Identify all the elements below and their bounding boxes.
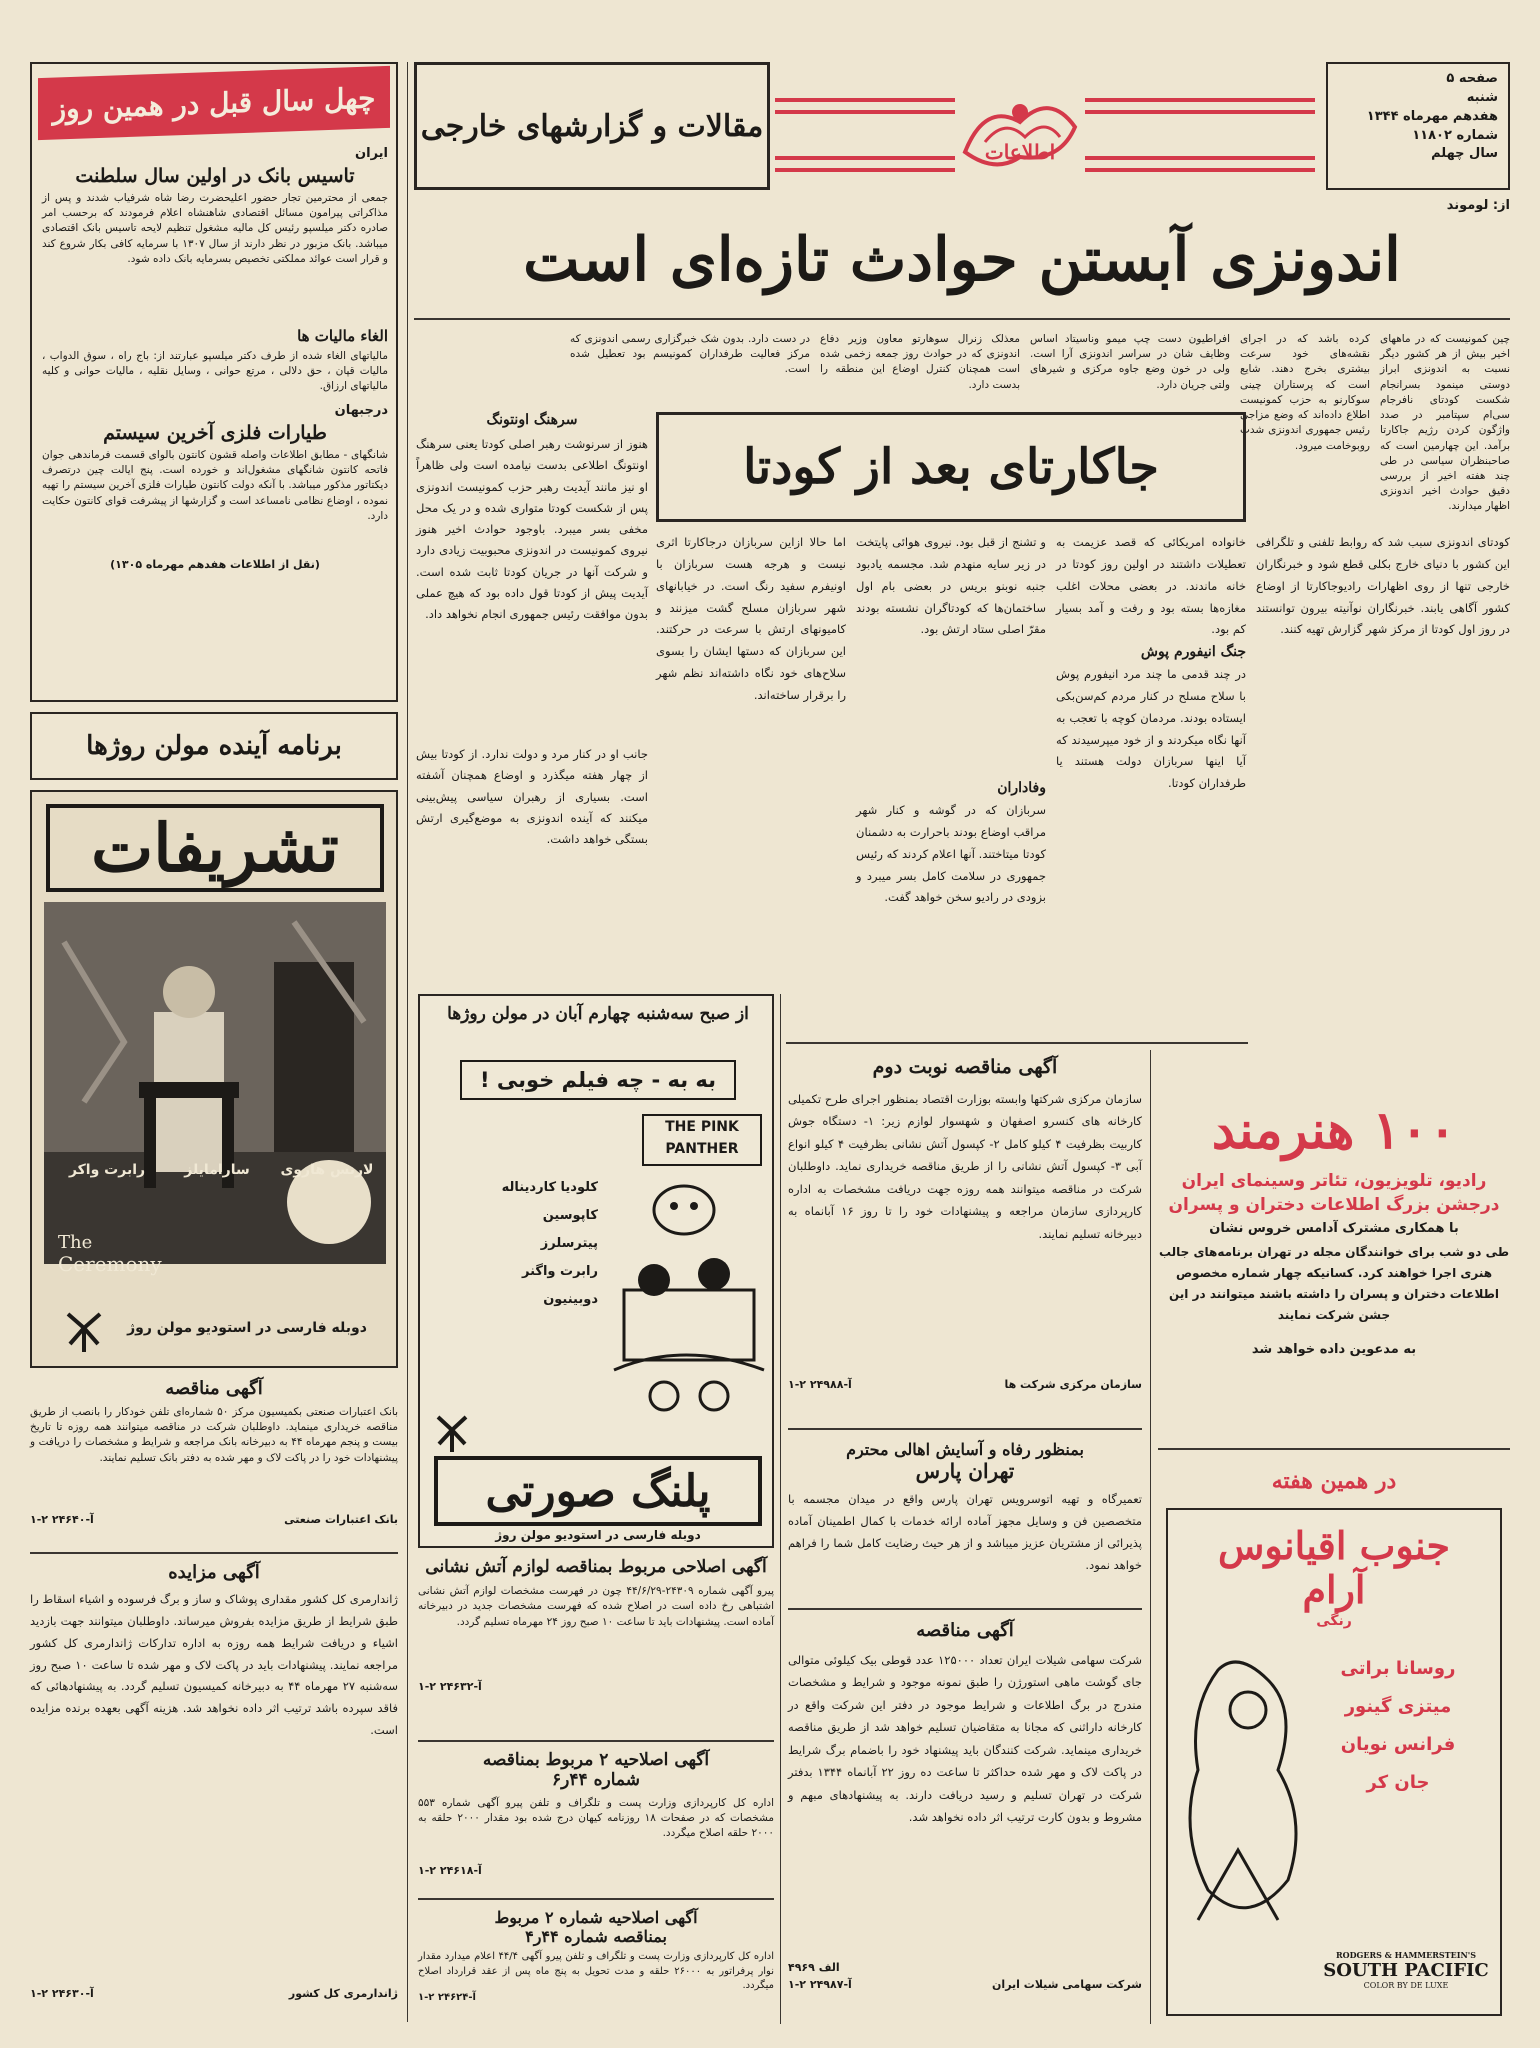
ceremony-cast-3: رابرت واکر — [68, 1162, 146, 1178]
loyal-col — [856, 780, 1046, 1040]
army-col: اما حالا ازاین سربازان درجاکارتا اثری نیست و هرجه هست سربازان با اونیفرم سفید رنگ است. در خیابانهای شهر سربازان مسلح گشت میزنند و کامیونهای ارتش با سرعت در حرکتند. این سربازان که دستها ایشان را بسوی سلاح‌های خود نگاه داشته‌اند نظم شهر را برقرار ساخته‌اند. — [656, 535, 846, 702]
right-col: کودتای اندونزی سبب شد که روابط تلفنی و تلگرافی این کشور با دنیای خارج بکلی قطع شود و خبرنگاران خارجی تنها از روی اظهارات رادیوجاکارتا از اوضاع کشور آگاهی یابند. خبرنگاران نوآنیته بیرون توانستند در روز اول کودتا از مرکز شهر گزارش تهیه کنند. — [1256, 535, 1510, 637]
pink-panther-farsi-frame — [434, 1456, 762, 1526]
corrigendum-1-code: آ-۲۴۶۳۲ ۲-۱ — [418, 1680, 482, 1694]
sp-cast-2: میتزی گینور — [1344, 1696, 1452, 1717]
issue-info-box — [1326, 62, 1510, 190]
main-headline: اندونزی آبستن حوادث تازه‌ای است — [523, 225, 1401, 295]
corrigendum-3-title-2: بمناقصه شماره ۴۴ر۴ — [525, 1927, 667, 1946]
tender-3-case: الف ۴۹۶۹ — [788, 1961, 840, 1974]
south-pacific-english — [1318, 1950, 1494, 1990]
south-pacific-ad — [1158, 1460, 1510, 2024]
logo-text: اطلاعات — [984, 140, 1056, 164]
pink-panther-eng-title-box — [642, 1114, 762, 1166]
ceremony-title: تشریفات — [91, 809, 339, 887]
hq-col: و تشنج از قبل بود. نیروی هوائی پایتخت در زیر سایه منهدم شد. مجسمه یادبود جنبه نوبنو بریس در بعضی بام اول ساختمان‌ها که کودتاگران نشسته بودند مقرّ اصلی ستاد ارتش بود. — [856, 535, 1046, 637]
pink-panther-eng-1: THE PINK — [665, 1119, 739, 1135]
corrigendum-2 — [418, 1750, 774, 1900]
pink-panther-illustration — [604, 1170, 770, 1422]
tender-1-signature: بانک اعتبارات صنعتی — [284, 1513, 398, 1526]
sp-eng-3: COLOR BY DE LUXE — [1363, 1981, 1449, 1990]
pink-panther-slogan: به به - چه فیلم خوبی ! — [479, 1068, 717, 1092]
tender-2-body: سازمان مرکزی شرکتها وابسته بوزارت اقتصاد بمنظور اجرای طرح تکمیلی کارخانه های کنسرو اصفهان و شهسوار لوازم زیر: ۱- دستگاه جوش کاربیت بظرفیت ۴ کیلو کامل ۲- کپسول آتش نشانی بظرفیت ۴ کیلو انواع آبی ۳- کپسول آتش نشانی را از طریق مناقصه خریداری نماید. داوطلبان شرکت در مناقصه میتوانند همه روزه جهت دریافت مشخصات به اداره کارپردازی سازمان مراجعه و پیشنهادات خود را تا روز ۱۶ آبانماه به دبیرخانه تسلیم نمایند. — [788, 1092, 1143, 1241]
artists-100-note: به مدعوین داده خواهد شد — [1251, 1342, 1417, 1357]
windmill-icon — [64, 1308, 104, 1352]
artists-100-line-1: رادیو، تلویزیون، تئاتر وسینمای ایران — [1181, 1171, 1487, 1191]
issue-date: هفدهم مهرماه ۱۳۴۴ — [1366, 108, 1498, 124]
sub-headline-box — [656, 412, 1246, 522]
logo-ornament-icon — [955, 82, 1085, 182]
ceremony-english-2: Ceremony — [58, 1252, 162, 1276]
leftmost-body: جانب او در کنار مرد و دولت ندارد. از کودتا بیش از چهار هفته میگذرد و اوضاع همچنان آشفته است. بسیاری از رهبران سیاسی پیش‌بینی میکنند که آینده اندونزی به موضع‌گیری ارتش بستگی خواهد داشت. — [416, 747, 648, 847]
ceremony-bottom: دوبله فارسی در استودیو مولن روژ — [127, 1320, 367, 1336]
auction-body: ژاندارمری کل کشور مقداری پوشاک و ساز و برگ فرسوده و اشیاء اسقاط را طبق شرایط از طریق مزایده بفروش میرساند. داوطلبان میتوانند جهت بازدید اشیاء و دریافت شرایط همه روزه به اداره تدارکات ژاندارمری کل کشور مراجعه نمایند. پیشنهادات باید در پاکت لاک و مهر شده تا ساعت ۱۰ صبح روز سه‌شنبه ۲۷ مهرماه ۴۴ به دبیرخانه کمیسیون تسلیم گردد. به پیشنهادهائی که فاقد سپرده باشد ترتیب اثر داده نخواهد شد. هزینه آگهی بعهده برنده مزایده است. — [30, 1592, 399, 1738]
tender-1-body: بانک اعتبارات صنعتی بکمیسیون مرکز ۵۰ شماره‌ای تلفن خودکار را بانصب از طریق مناقصه خریداری مینماید. داوطلبان شرکت در مناقصه میتوانند همه روزه تا تاریخ بیست و پنجم مهرماه ۴۴ به دبیرخانه بانک مراجعه و شرایط و مشخصات را دریافت و پیشنهادات خود را در پاکت لاک و مهر شده به دفتر بانک تسلیم نمایند. — [30, 1406, 398, 1464]
tender-2-code: آ-۲۴۹۸۸ ۲-۱ — [788, 1378, 852, 1391]
pp-cast-4: رابرت واگنر — [522, 1264, 598, 1279]
artists-100-title: ۱۰۰ هنرمند — [1211, 1100, 1457, 1161]
ceremony-poster-image — [44, 902, 386, 1264]
south-pacific-top: در همین هفته — [1271, 1468, 1397, 1494]
tender-3 — [788, 1620, 1142, 2024]
corrigendum-1-title: آگهی اصلاحی مربوط بمناقصه لوازم آتش نشانی — [425, 1557, 767, 1577]
ceremony-cast-1: لارنس هاروی — [280, 1162, 374, 1178]
ceremony-english-1: The — [58, 1232, 93, 1253]
forty-source: (نقل از اطلاعات هفدهم مهرماه ۱۳۰۵) — [110, 558, 320, 571]
ceremony-cast-2: سارامایلز — [184, 1162, 250, 1178]
rule — [414, 318, 1510, 320]
artists-100-body: طی دو شب برای خوانندگان مجله در تهران برنامه‌های جالب هنری اجرا خواهند کرد. کسانیکه چهار شماره مخصوص اطلاعات دختران و پسران را داشته باشند میتوانند در این جشن شرکت نمایند — [1158, 1245, 1510, 1322]
corrigendum-2-body: اداره کل کارپردازی وزارت پست و تلگراف و تلفن پیرو آگهی شماره ۵۵۳ مشخصات که در صفحات ۱۸ روزنامه کیهان درج شده بود مقدار ۲۰۰۰ حلقه به ۲۰۰۰ حلقه اصلاح میگردد. — [418, 1797, 774, 1840]
section-title: مقالات و گزارشهای خارجی — [420, 108, 764, 144]
friend-uniform-col — [1056, 532, 1246, 1042]
auction-signature: ژاندارمری کل کشور — [288, 1987, 398, 2000]
artists-100-line-2: درجشن بزرگ اطلاعات دختران و پسران — [1168, 1195, 1500, 1215]
south-pacific-cast — [1308, 1650, 1488, 1802]
issue-page: صفحه ۵ — [1446, 71, 1498, 86]
column-rule — [1150, 1050, 1151, 2024]
corrigendum-3-code: آ-۲۴۶۲۴ ۲-۱ — [418, 1992, 476, 2003]
corrigendum-3 — [418, 1908, 774, 2026]
forty-body-2: مالیاتهای الغاء شده از طرف دکتر میلسپو عبارتند از: باج راه ، سوق الدواب ، مالیات قپان ، حق دلالی ، مرتع حوانی ، وسایل نقلیه ، مالیات حوانی و کلیه مالیاتهای ارزاق. — [42, 350, 388, 393]
forty-headline-2: الغاء مالیات ها — [297, 327, 388, 345]
south-pacific-color: رنگی — [1316, 1613, 1352, 1630]
intro-col-1: چین کمونیست که در ماههای اخیر بیش از هر کشور دیگر نسبت به اندونزی ابراز دوستی مینمود بسرانجام شکست کودتای نافرجام سی‌ام سپتامبر در صدد واژگون کردن رژیم جاکارتا برآمد. این چهارمین است که صاحبنظران سیاسی در طی چند هفته اخیر از بررسی دقیق حوادث اخیر اندونزی اظهار میدارند. — [1380, 333, 1510, 513]
friend-body: خانواده امریکائی که قصد عزیمت به تعطیلات داشتند در اولین روز کودتا در خانه ماندند. در بعضی محلات اغلب مغازه‌ها بسته بود و رفت و آمد بسیار کم بود. — [1056, 535, 1246, 637]
subhead-rebel: سرهنگ اونتونگ — [486, 412, 578, 428]
rebel-col — [416, 412, 648, 972]
corrigendum-2-title-2: شماره ۴۴ر۶ — [552, 1770, 640, 1790]
forty-years-banner-text: چهل سال قبل در همین روز — [52, 80, 376, 126]
auction-title: آگهی مزایده — [168, 1562, 260, 1583]
forty-headline-1: تاسیس بانک در اولین سال سلطنت — [75, 165, 355, 187]
sp-cast-4: جان کر — [1366, 1772, 1430, 1793]
issue-day: شنبه — [1466, 89, 1498, 105]
sub-headline: جاکارتای بعد از کودتا — [743, 439, 1159, 495]
intro-col-4: معذلک زنرال سوهارتو معاون وزیر دفاع اندونزی که در حوادث روز جمعه زخمی شده است همچنان کنترل اوضاع این منطقه را بدست دارد. — [820, 333, 1020, 391]
tehran-pars-notice — [788, 1440, 1142, 1610]
tropical-figure-illustration-icon — [1178, 1650, 1328, 1940]
forty-years-box — [30, 62, 398, 702]
panther-cartoon-icon — [604, 1170, 770, 1422]
pink-panther-cast — [428, 1174, 598, 1314]
rule — [786, 1042, 1248, 1044]
tender-1 — [30, 1378, 398, 1554]
loyal-body: سربازان که در گوشه و کنار شهر مراقب اوضاع بودند باحرارت به دشمنان کودتا میتاختند. آنها اعلام کردند که رئیس جمهوری در سلامت کامل بسر میبرد و بزودی در رادیو سخن خواهد گفت. — [856, 803, 1046, 905]
tender-3-body: شرکت سهامی شیلات ایران تعداد ۱۲۵۰۰۰ عدد قوطی بیک کیلوئی متوالی جای گوشت ماهی استورژن را طبق نمونه موجود و شرایط و مشخصات مندرج در برگ اطلاعات و شرایط موجود در دفتر این شرکت واقع در کارخانه داراثنی که مجانا به متقاضیان تسلیم خواهد شد از طریق مناقصه خریداری مینماید. شرکت کنندگان باید پیشنهاد خود را باضمام برگ شرایط در پاکت لاک و مهر شده حداکثر تا ساعت ده روز ۲۲ آبانماه ۱۳۴۴ بدفتر شرکت در تهران تسلیم و رسید دریافت دارند. به پیشنهادهای مبهم و مشروط و بدون کارت ترتیب اثر داده نخواهد شد. — [788, 1653, 1142, 1824]
corrigendum-2-title: آگهی اصلاحیه ۲ مربوط بمناقصه — [482, 1750, 710, 1770]
pp-cast-1: کلودیا کاردیناله — [501, 1180, 598, 1195]
ceremony-title-frame — [46, 804, 384, 892]
corrigendum-2-code: آ-۲۴۶۱۸ ۲-۱ — [418, 1864, 482, 1877]
tehran-pars-title-2: تهران پارس — [915, 1459, 1015, 1483]
intro-col-3: افراطیون دست چپ میمو وناسیتاد اساس وظایف شان در سراسر اندونزی آرا است. ولی در خون وضع جاوه مرکزی و شیرهای ولتی جریان دارد. — [1030, 333, 1230, 391]
pink-panther-top: از صبح سه‌شنبه چهارم آبان در مولن روژها — [447, 1004, 749, 1024]
forty-body-1: جمعی از محترمین تجار حضور اعلیحضرت رضا شاه شرفیاب شدند و پس از مذاکراتی پیرامون مسائل اقتصادی شاهنشاه اعلام فرمودند که برحسب امر صادره دکتر میلسپو رئیس کل مالیه مشغول تنظیم لایحه تاسیس بانک اقتصادی میباشد. بانک مزبور در نظر دارند از سال ۱۳۰۷ با سرمایه کافی بکار شروع کند و قرار است عوائد مملکتی تخصیص بسرمایه بانک داده شود. — [42, 192, 388, 265]
tender-2-signature: سازمان مرکزی شرکت ها — [1004, 1378, 1142, 1391]
column-rule — [780, 994, 781, 2024]
electric-chair-illustration-icon — [44, 902, 386, 1264]
forty-headline-3: طیارات فلزی آخرین سیستم — [103, 422, 327, 444]
south-pacific-illustration — [1178, 1650, 1328, 1940]
sp-eng-2: SOUTH PACIFIC — [1323, 1960, 1489, 1981]
forty-years-banner — [38, 66, 390, 140]
windmill-icon — [434, 1412, 470, 1452]
city-label: درجبهان — [334, 403, 388, 418]
pp-cast-2: کاپوسین — [542, 1208, 598, 1223]
corrigendum-1 — [418, 1556, 774, 1742]
pink-panther-bottom: دوبله فارسی در استودیو مولن روژ — [495, 1528, 701, 1542]
intro-col-5: در دست دارد. بدون شک خبرگزاری رسمی اندونزی که مرکز فعالیت طرفداران کمونیسم بود تعطیل شده است. — [570, 333, 810, 376]
tender-1-title: آگهی مناقصه — [165, 1378, 263, 1399]
section-title-box — [414, 62, 770, 190]
uniform-body: در چند قدمی ما چند مرد انیفورم پوش با سلاح مسلح در کنار مردم کم‌سن‌بکی ایستاده بودند. مردمان کوچه با تعجب به آنها نگاه میکردند و از خود میپرسیدند که آیا اینها سربازان دولت هستند یا طرفداران کودتا. — [1056, 667, 1246, 791]
tender-1-code: آ-۲۴۶۴۰ ۲-۱ — [30, 1513, 94, 1526]
subhead-loyal: وفاداران — [997, 780, 1046, 796]
sp-cast-1: روسانا براتی — [1340, 1658, 1456, 1679]
pink-panther-slogan-frame — [460, 1060, 736, 1100]
pink-panther-farsi-title: پلنگ صورتی — [485, 1465, 711, 1517]
issue-number: شماره ۱۱۸۰۲ — [1412, 127, 1498, 143]
rebel-body: هنوز از سرنوشت رهبر اصلی کودتا یعنی سرهنگ اونتونگ اطلاعی بدست نیامده است ولی ظاهراً او نیز مانند آیدیت رهبر حزب کمونیست اندونزی پس از شکست کودتا متواری شده و در یک محل مخفی بسر میبرد. باوجود حوادث اخیر هنوز نیروی کمونیست در اندونزی محبوبیت زیادی دارد و شرکت آنها در جریان کودتا ثابت شده است. آیدیت پیش از کودتا قول داده بود که هیچ عملی بدون موافقت رئیس جمهوری انجام نخواهد داد. — [416, 437, 648, 622]
lemonde-source: از: لوموند — [1446, 198, 1510, 213]
mulan-program-title: برنامه آینده مولن روژها — [86, 731, 342, 761]
tehran-pars-title-1: بمنظور رفاه و آسایش اهالی محترم — [846, 1440, 1084, 1459]
tender-2 — [788, 1050, 1142, 1430]
tender-3-title: آگهی مناقصه — [916, 1620, 1014, 1641]
sp-eng-1: RODGERS & HAMMERSTEIN'S — [1335, 1950, 1477, 1960]
forty-body-3: شانگهای - مطابق اطلاعات واصله قشون کانتون بالوای قسمت فرماندهی جوان فاتحه کانتون شانگهای مشغول‌اند و خورده است. پنج ایالت چین درتصرف دیکتاتور مذکور میباشد. با آنکه دولت کانتون طیارات فلزی آخرین سیستم را تهیه نموده ، اوضاع نظامی نامساعد است و گزارشها از پیشرفت قوای کانتون حکایت دارد. — [42, 449, 388, 522]
corrigendum-1-body: پیرو آگهی شماره ۲۴۳۰۹-۴۴/۶/۲۹ چون در فهرست مشخصات لوازم آتش نشانی اشتباهی رخ داده است در اصلاح شده که فهرست مشخصات جدید در دبیرخانه آماده است. پیشنهادات باید تا ساعت ۱۰ صبح روز ۲۴ مهرماه تسلیم گردد. — [418, 1585, 774, 1628]
corrigendum-3-title: آگهی اصلاحیه شماره ۲ مربوط — [494, 1908, 698, 1927]
south-pacific-frame — [1166, 1508, 1502, 2016]
corrigendum-3-body: اداره کل کارپردازی وزارت پست و تلگراف و تلفن پیرو آگهی ۴۴/۴ اعلام میدارد مقدار نوار پرفراتور به ۲۶۰۰۰ حلقه و مدت تحویل به پنج ماه پس از عقد قرارداد اصلاح میگردد. — [418, 1951, 774, 1991]
sp-cast-3: فرانس نویان — [1340, 1734, 1456, 1755]
ceremony-ad — [30, 790, 398, 1368]
pp-cast-3: پیترسلرز — [540, 1236, 598, 1251]
pink-panther-ad — [418, 994, 774, 1548]
subhead-uniform: جنگ انیفورم پوش — [1140, 644, 1246, 660]
country-label: ایران — [355, 146, 388, 161]
artists-100-line-3: با همکاری مشترک آدامس خروس نشان — [1209, 1221, 1459, 1236]
auction-code: آ-۲۴۶۳۰ ۲-۱ — [30, 1987, 94, 2000]
tender-3-signature: شرکت سهامی شیلات ایران — [992, 1978, 1142, 1991]
tender-2-title: آگهی مناقصه نوبت دوم — [872, 1056, 1058, 1078]
pp-cast-5: دوبینیون — [543, 1292, 598, 1307]
ettelaat-logo — [955, 82, 1085, 182]
intro-col-2: کرده باشد که در اجرای نقشه‌های خود سرعت بیشتری بخرج دهند. شایع است که پرستاران چینی سوکارنو به حزب کمونیست اطلاع داده‌اند که وضع مزاجی رئیس جمهوری اندونزی شدت روبوخامت میرود. — [1240, 333, 1370, 452]
issue-year: سال چهلم — [1431, 146, 1498, 162]
artists-100-ad — [1158, 1050, 1510, 1450]
south-pacific-title: جنوب اقیانوس آرام — [1218, 1523, 1450, 1612]
mulan-program-box — [30, 712, 398, 780]
tender-3-code: آ-۲۴۹۸۷ ۲-۱ — [788, 1978, 852, 1991]
column-rule — [407, 62, 408, 2022]
auction-notice — [30, 1562, 398, 2022]
tehran-pars-body: تعمیرگاه و تهیه اتوسرویس تهران پارس واقع در میدان مجسمه با متخصصین فن و وسایل مجهز آماده ارائه خدمات با کمال اطمینان آماده پذیرائی از مشتریان عزیز میباشد و از هر حیث رضایت کامل شما را فراهم خواهد نمود. — [788, 1492, 1142, 1572]
pink-panther-eng-2: PANTHER — [665, 1141, 739, 1157]
